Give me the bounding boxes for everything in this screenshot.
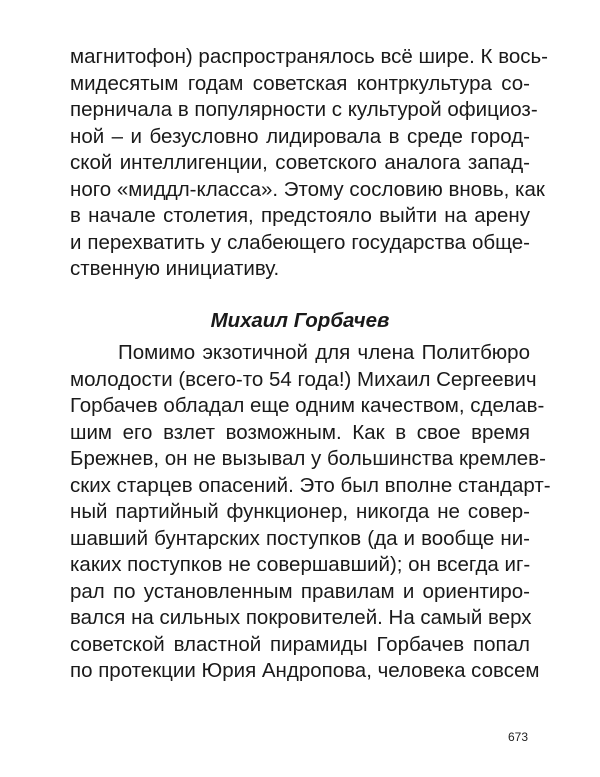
text-line: по протекции Юрия Андропова, человека совсем xyxy=(70,659,540,682)
text-line: Помимо экзотичной для члена Политбюро xyxy=(118,341,530,364)
text-line: Горбачев обладал еще одним качеством, сделав- xyxy=(70,394,545,417)
text-line: ный партийный функционер, никогда не совер- xyxy=(70,500,530,523)
text-line: ских старцев опасений. Это был вполне стандарт- xyxy=(70,473,551,497)
text-line: Брежнев, он не вызывал у большинства кремлев- xyxy=(70,447,546,470)
text-line: в начале столетия, предстояло выйти на арену xyxy=(70,204,530,227)
text-line: шавший бунтарских поступков (да и вообще ни- xyxy=(70,526,530,550)
page-number: 673 xyxy=(507,730,528,744)
text-line: и перехватить у слабеющего государства обще- xyxy=(70,230,530,254)
text-line: молодости (всего-то 54 года!) Михаил Сергеевич xyxy=(70,367,537,391)
section-heading: Михаил Горбачев xyxy=(210,308,390,332)
text-line: советской властной пирамиды Горбачев попал xyxy=(70,632,530,656)
text-line: ской интеллигенции, советского аналога запад- xyxy=(70,151,530,174)
text-line: ной – и безусловно лидировала в среде город- xyxy=(70,124,530,148)
text-line: вался на сильных покровителей. На самый верх xyxy=(70,606,532,629)
text-line: шим его взлет возможным. Как в свое время xyxy=(70,420,530,444)
paragraph-2 xyxy=(70,340,551,685)
page-body xyxy=(70,44,551,685)
text-line: мидесятым годам советская контркультура со- xyxy=(70,71,530,95)
text-line: ного «миддл-класса». Этому сословию вновь, как xyxy=(70,177,545,201)
text-line: рал по установленным правилам и ориентиро- xyxy=(70,579,530,603)
text-line: перничала в популярности с культурой официоз- xyxy=(70,98,538,121)
text-line: каких поступков не совершавший); он всегда иг- xyxy=(70,553,531,576)
text-line: магнитофон) распространялось всё шире. К вось- xyxy=(70,45,549,68)
paragraph-1 xyxy=(70,44,549,283)
text-line: ственную инициативу. xyxy=(70,257,280,280)
